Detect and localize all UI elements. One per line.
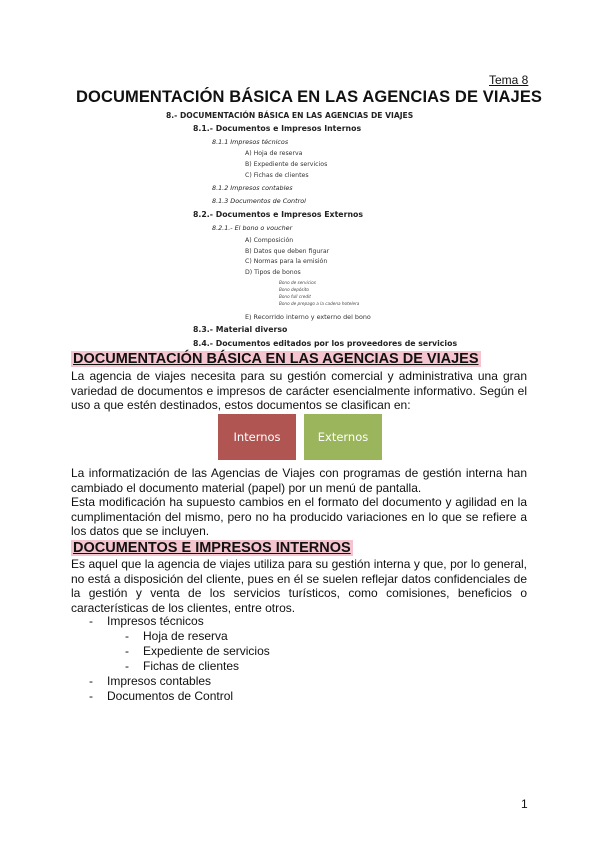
section-title: DOCUMENTOS E IMPRESOS INTERNOS (73, 540, 351, 556)
category-box-externos: Externos (304, 414, 382, 460)
paragraph: La agencia de viajes necesita para su gestión comercial y administrativa una gran variedad de documentos e impresos de carácter esencialmente informativo. Según el uso a que estén destinados, estos documentos se clasifican en: (71, 369, 527, 412)
bullet-dash: - (89, 614, 93, 628)
outline-8-1-2: 8.1.2 Impresos contables (212, 184, 293, 192)
outline-subitem: Bono de prepago a la cadena hotelera (279, 301, 360, 306)
section-title: DOCUMENTACIÓN BÁSICA EN LAS AGENCIAS DE VIAJES (73, 351, 479, 367)
outline-8-2: 8.2.- Documentos e Impresos Externos (193, 210, 363, 219)
outline-8-1-1: 8.1.1 Impresos técnicos (212, 138, 289, 146)
bullet-dash: - (125, 644, 129, 658)
paragraph: La informatización de las Agencias de Viajes con programas de gestión interna han cambiado el documento material (papel) por un menú de pantalla. (71, 466, 527, 495)
page-number: 1 (521, 797, 528, 811)
outline-8-1: 8.1.- Documentos e Impresos Internos (193, 124, 362, 133)
outline-subitem: Bono full credit (279, 294, 311, 299)
list-subitem: Fichas de clientes (143, 659, 240, 673)
outline-item: D) Tipos de bonos (245, 269, 301, 276)
outline-item: A) Composición (245, 237, 294, 244)
category-box-internos: Internos (218, 414, 296, 460)
list-item: Impresos técnicos (107, 614, 204, 628)
outline-item: B) Datos que deben figurar (245, 248, 330, 255)
outline-8-2-1: 8.2.1.- El bono o voucher (212, 224, 293, 232)
list-subitem: Hoja de reserva (143, 629, 228, 643)
outline-item: E) Recorrido interno y externo del bono (245, 313, 371, 321)
list-item: Impresos contables (107, 674, 212, 688)
outline-item: A) Hoja de reserva (245, 150, 303, 157)
paragraph: Esta modificación ha supuesto cambios en el formato del documento y agilidad en la cumplimentación del mismo, pero no ha producido variaciones en lo que se refiere a los datos que se incluyen. (71, 495, 527, 538)
bullet-dash: - (125, 659, 129, 673)
outline-item: C) Normas para la emisión (245, 258, 328, 265)
outline-8-4: 8.4.- Documentos editados por los proveedores de servicios (193, 339, 458, 348)
outline-item: C) Fichas de clientes (245, 172, 309, 179)
outline-item: B) Expediente de servicios (245, 161, 328, 168)
bullet-dash: - (89, 674, 93, 688)
list-subitem: Expediente de servicios (143, 644, 270, 658)
list-item: Documentos de Control (107, 689, 234, 703)
bullet-dash: - (89, 689, 93, 703)
outline-heading: 8.- DOCUMENTACIÓN BÁSICA EN LAS AGENCIAS DE VIAJES (166, 111, 414, 120)
topic-label: Tema 8 (489, 73, 529, 87)
outline-subitem: Bono de servicios (279, 280, 316, 285)
outline-subitem: Bono depósito (279, 287, 309, 292)
bullet-dash: - (125, 629, 129, 643)
outline-8-1-3: 8.1.3 Documentos de Control (212, 197, 306, 205)
paragraph: Es aquel que la agencia de viajes utiliza para su gestión interna y que, por lo general, no está a disposición del cliente, pues en él se suelen reflejar datos confidenciales de la gestión y venta de los servicios turísticos, como comisiones, beneficios o características de los clientes, entre otros. (71, 557, 527, 615)
page-title: DOCUMENTACIÓN BÁSICA EN LAS AGENCIAS DE VIAJES (76, 88, 543, 106)
outline-8-3: 8.3.- Material diverso (193, 325, 288, 334)
